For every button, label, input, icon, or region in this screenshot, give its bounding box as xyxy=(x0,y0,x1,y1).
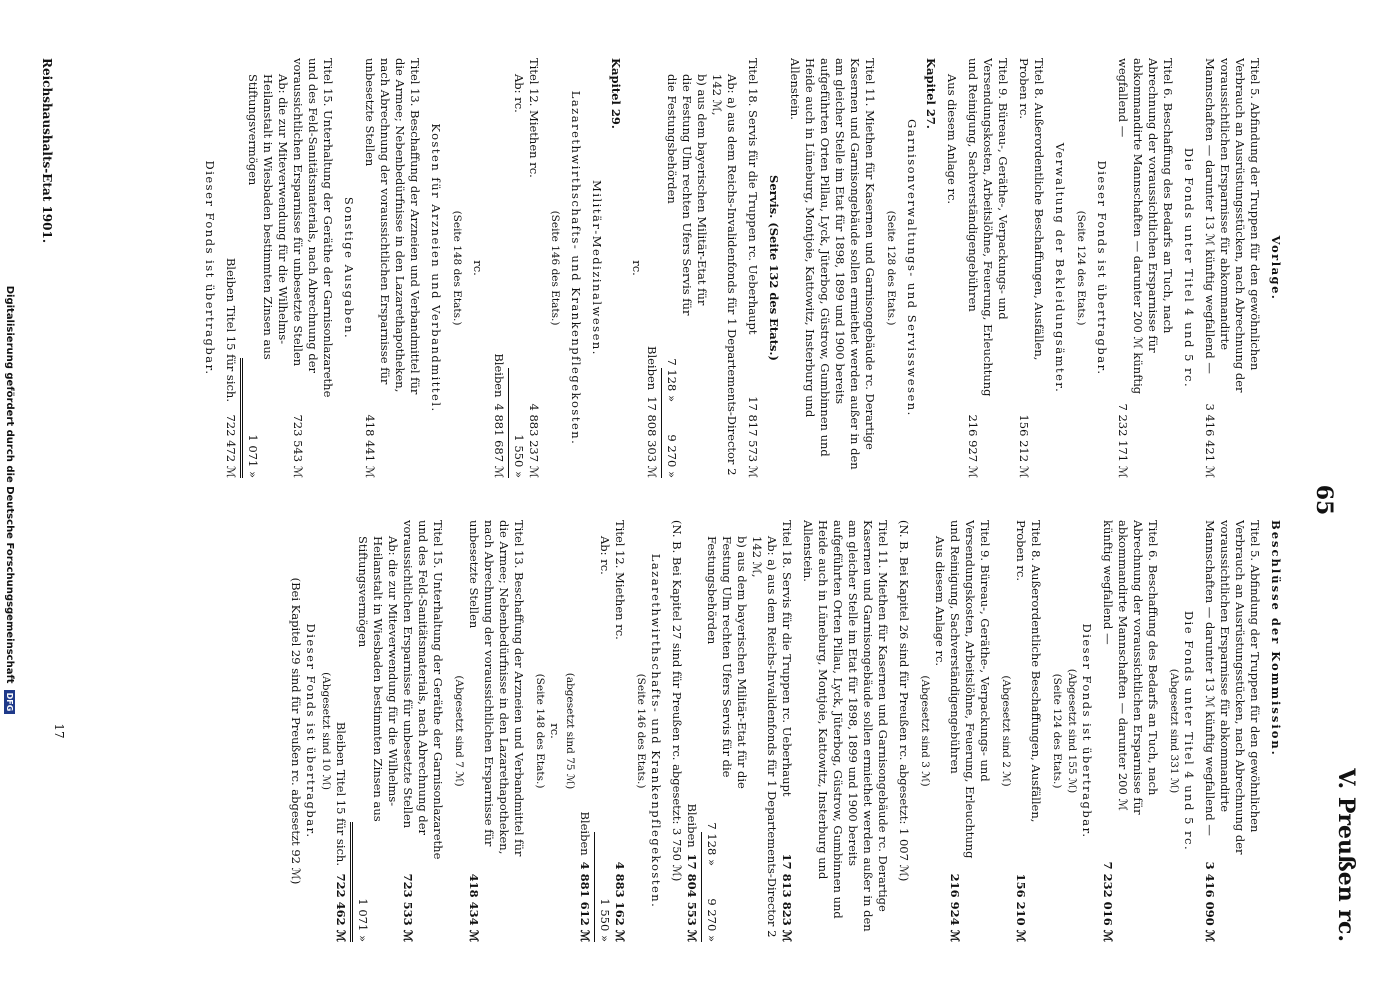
deduction-a: Ab: a) aus dem Reichs-Invalidenfonds für 1 Departements-Director 2 142 ℳ, xyxy=(710,74,739,476)
sum-rule xyxy=(350,822,353,942)
abgesetzt-note: (abgesetzt sind 75 ℳ) xyxy=(564,672,576,790)
sum-rule xyxy=(594,832,595,942)
titel-18: Titel 18. Servis für die Truppen rc. Ueberhaupt 17 817 573 ℳ xyxy=(746,58,760,478)
abgesetzt-note: (Abgesetzt sind 2 ℳ) xyxy=(1000,675,1012,787)
abgesetzt-note: (Abgesetzt sind 331 ℳ) xyxy=(1168,668,1180,794)
deduction: Ab: rc. 1 550 » xyxy=(598,536,612,942)
titel-5: Titel 5. Abfindung der Truppen für den gewöhnlichen Verbrauch an Ausrüstungsstücken, nach Abrechnung der voraussichtlichen Ersparnisse für abkommandirte Mannschaften — darunter 13 ℳ künftig wegfallend — 3 416 090 ℳ xyxy=(1203,520,1262,942)
rc-marker: rc. xyxy=(630,260,644,276)
page-number: 65 xyxy=(1311,484,1337,516)
footer-year: Reichshaushalts-Etat 1901. xyxy=(40,58,54,244)
note-uebertragbar: Dieser Fonds ist übertragbar. xyxy=(203,160,217,376)
titel-12: Titel 12. Miethen rc. 4 883 237 ℳ xyxy=(527,58,541,478)
deduction-b: b) aus dem bayerischen Militär-Etat für die Festung Ulm rechten Ufers Servis für die Festungsbehörden 7 128 » 9 270 » xyxy=(665,74,709,478)
amount: 3 416 421 ℳ xyxy=(1203,403,1217,478)
note-anlage: Aus diesem Anlage rc. xyxy=(945,74,959,205)
titel-15: Titel 15. Unterhaltung der Geräthe der Garnisonlazarethe und des Feld-Sanitätsmaterials, nach Abrechnung der voraussichtlichen Ersparnisse für unbesetzte Stellen 723 543 ℳ xyxy=(291,58,335,478)
note-uebertragbar: Dieser Fonds ist übertragbar. xyxy=(304,623,318,839)
bleiben-row: Bleiben 4 881 612 ℳ xyxy=(578,811,592,942)
titel-15: Titel 15. Unterhaltung der Geräthe der Garnisonlazarethe und des Feld-Sanitätsmaterials, nach Abrechnung der voraussichtlichen Ersparnisse für unbesetzte Stellen 723 533 ℳ xyxy=(401,520,445,942)
note-uebertragbar: Dieser Fonds ist übertragbar. xyxy=(1080,623,1094,839)
section-heading: Kosten für Arzneien und Verbandmittel. xyxy=(429,123,443,413)
note-uebertragbar: Dieser Fonds ist übertragbar. xyxy=(1095,160,1109,376)
seite-ref: (Seite 146 des Etats.) xyxy=(549,210,561,326)
titel-11: Titel 11. Miethen für Kasernen und Garnisongebäude rc. Derartige Kasernen und Garnisongebäude sollen ermiethet werden außer in den am gleicher Stelle im Etat für 1898, 1899 und 1900 bereits aufgeführten Orten Pillau, Lyck, Jüterbog, Güstrow, Gumbinnen und Heide auch in Lüneburg, Montjoie, Kattowitz, Insterburg und Allenstein. xyxy=(801,520,890,932)
amount: 17 813 823 ℳ xyxy=(780,853,794,942)
amount: 7 232 171 ℳ xyxy=(1116,403,1130,478)
column-beschluesse xyxy=(70,520,1283,942)
section-heading: Verwaltung der Bekleidungsämter. xyxy=(1053,142,1067,394)
titel-13: Titel 13. Beschaffung der Arzneien und Verbandmittel für die Armee; Nebenbedürfnisse in den Lazarethapotheken, nach Abrechnung der voraussichtlichen Ersparnisse für unbesetzte Stellen 418 434 ℳ xyxy=(467,520,526,942)
column-header-vorlage: Vorlage. xyxy=(1269,235,1283,301)
abgesetzt-note: (Abgesetzt sind 7 ℳ) xyxy=(453,675,465,787)
seite-ref: (Seite 124 des Etats.) xyxy=(1051,673,1063,789)
digitization-credit: Digitalisierung gefördert durch die Deutsche ForschungsgemeinschaftDFG xyxy=(4,0,15,1000)
titel-6: Titel 6. Beschaffung des Bedarfs an Tuch, nach Abrechnung der voraussichtlichen Ersparnisse für abkommandirte Mannschaften — darunter 200 ℳ künftig wegfallend — 7 232 016 ℳ xyxy=(1101,520,1160,942)
bleiben-row: Bleiben 4 881 687 ℳ xyxy=(492,353,506,478)
amount: 156 212 ℳ xyxy=(1017,414,1031,478)
amount: 7 232 016 ℳ xyxy=(1101,861,1115,942)
abgesetzt-note: (Abgesetzt sind 155 ℳ) xyxy=(1066,668,1078,794)
rc-marker: rc. xyxy=(548,723,562,739)
section-heading: Militär-Medizinalwesen. xyxy=(590,180,604,356)
titel-9: Titel 9. Büreau-, Geräthe-, Verpackungs- und Versendungskosten, Arbeitslöhne, Feuerung, Erleuchtung und Reinigung, Sachverständigengebühren 216 927 ℳ xyxy=(966,58,1010,478)
bleiben-row: Bleiben 17 808 303 ℳ xyxy=(645,346,659,478)
titel-5: Titel 5. Abfindung der Truppen für den gewöhnlichen Verbrauch an Ausrüstungsstücken, nach Abrechnung der voraussichtlichen Ersparnisse für abkommandirte Mannschaften — darunter 13 ℳ künftig wegfallend — 3 416 421 ℳ xyxy=(1203,58,1262,478)
seite-ref: (Seite 128 des Etats.) xyxy=(885,210,897,326)
deduction-b: b) aus dem bayerischen Militär-Etat für die Festung Ulm rechten Ufers Servis für die Festungsbehörden 7 128 » 9 270 » xyxy=(705,536,749,942)
bleiben-row: Bleiben 17 804 553 ℳ xyxy=(685,803,699,942)
titel-8: Titel 8. Außerordentliche Beschaffungen, Ausfällen, Proben rc. 156 212 ℳ xyxy=(1017,58,1046,478)
nb-note: (N. B. Bei Kapitel 26 sind für Preußen rc. abgesetzt: 1 007 ℳ) xyxy=(897,520,911,882)
titel-8: Titel 8. Außerordentliche Beschaffungen, Ausfällen, Proben rc. 156 210 ℳ xyxy=(1014,520,1043,942)
abgesetzt-note: (Abgesetzt sind 3 ℳ) xyxy=(919,675,931,787)
footer-page-number: 17 xyxy=(52,723,66,739)
section-heading: Sonstige Ausgaben. xyxy=(342,196,356,340)
kapitel-heading: Kapitel 29. xyxy=(609,58,623,129)
section-heading: Garnisonverwaltungs- und Servisswesen. xyxy=(905,119,919,417)
dfg-logo: DFG xyxy=(4,690,15,715)
titel-18: Titel 18. Servis für die Truppen rc. Ueberhaupt 17 813 823 ℳ xyxy=(780,520,794,942)
deduction-a: Ab: a) aus dem Reichs-Invalidenfonds für 1 Departements-Director 2 142 ℳ, xyxy=(750,536,779,938)
amount: 216 924 ℳ xyxy=(948,873,962,942)
nb-note: (Bei Kapitel 29 sind für Preußen rc. abgesetzt 92 ℳ) xyxy=(289,577,303,885)
kapitel-heading: Kapitel 27. xyxy=(924,58,938,129)
section-heading: Servis. (Seite 132 des Etats.) xyxy=(767,175,781,361)
sum-rule xyxy=(661,368,662,478)
sum-rule xyxy=(701,832,702,942)
seite-ref: (Seite 148 des Etats.) xyxy=(534,673,546,789)
amount: 216 927 ℳ xyxy=(966,414,980,478)
bleiben-row: Bleiben Titel 15 für sich. 722 462 ℳ xyxy=(334,721,348,942)
note-fonds: Die Fonds unter Titel 4 und 5 rc. xyxy=(1182,610,1196,852)
section-heading: Lazarethwirthschafts- und Krankenpflegekosten. xyxy=(569,90,583,446)
note-anlage: Aus diesem Anlage rc. xyxy=(933,536,947,667)
titel-11: Titel 11. Miethen für Kasernen und Garnisongebäude rc. Derartige Kasernen und Garnisongebäude sollen ermiethet werden außer in den am gleicher Stelle im Etat für 1898, 1899 und 1900 bereits aufgeführten Orten Pillau, Lyck, Jüterbog, Güstrow, Gumbinnen und Heide auch in Lüneburg, Montjoie, Kattowitz, Insterburg und Allenstein. xyxy=(788,58,877,470)
nb-note: (N. B. Bei Kapitel 27 sind für Preußen rc. abgesetzt: 3 750 ℳ) xyxy=(670,520,684,882)
deduction: Ab: die zur Miteverwendung für die Wilhelms-Heilanstalt in Wiesbaden bestimmten Zinsen aus Stiftungsvermögen 1 071 » xyxy=(246,74,290,478)
amount: 17 817 573 ℳ xyxy=(746,396,760,478)
deduction: Ab: die zur Miteverwendung für die Wilhelms-Heilanstalt in Wiesbaden bestimmten Zinsen aus Stiftungsvermögen 1 071 » xyxy=(356,536,400,942)
titel-6: Titel 6. Beschaffung des Bedarfs an Tuch, nach Abrechnung der voraussichtlichen Ersparnisse für abkommandirte Mannschaften — darunter 200 ℳ künftig wegfallend — 7 232 171 ℳ xyxy=(1116,58,1175,478)
deduction: Ab: rc. 1 550 » xyxy=(512,74,526,478)
abgesetzt-note: (Abgesetzt sind 10 ℳ) xyxy=(320,672,332,790)
seite-ref: (Seite 146 des Etats.) xyxy=(635,673,647,789)
note-fonds: Die Fonds unter Titel 4 und 5 rc. xyxy=(1182,147,1196,389)
titel-12: Titel 12. Miethen rc. 4 883 162 ℳ xyxy=(613,520,627,942)
column-vorlage xyxy=(70,58,1283,478)
column-header-beschluesse: Beschlüsse der Kommission. xyxy=(1269,520,1283,757)
chapter-heading xyxy=(1333,520,1359,942)
amount: 156 210 ℳ xyxy=(1014,873,1028,942)
rc-marker: rc. xyxy=(471,260,485,276)
sum-rule xyxy=(240,358,243,478)
seite-ref: (Seite 124 des Etats.) xyxy=(1075,210,1087,326)
section-heading: Lazarethwirthschafts- und Krankenpflegekosten. xyxy=(649,553,663,909)
amount: 3 416 090 ℳ xyxy=(1203,861,1217,942)
titel-13: Titel 13. Beschaffung der Arzneien und Verbandmittel für die Armee; Nebenbedürfnisse in den Lazarethapotheken, nach Abrechnung der voraussichtlichen Ersparnisse für unbesetzte Stellen 418 441 ℳ xyxy=(363,58,422,478)
sum-rule xyxy=(508,368,509,478)
seite-ref: (Seite 148 des Etats.) xyxy=(451,210,463,326)
bleiben-row: Bleiben Titel 15 für sich. 722 472 ℳ xyxy=(224,257,238,478)
titel-9: Titel 9. Büreau-, Geräthe-, Verpackungs- und Versendungskosten, Arbeitslöhne, Feuerung, Erleuchtung und Reinigung, Sachverständigengebühren 216 924 ℳ xyxy=(948,520,992,942)
chapter-title: V. Preußen rc. xyxy=(1333,768,1359,942)
